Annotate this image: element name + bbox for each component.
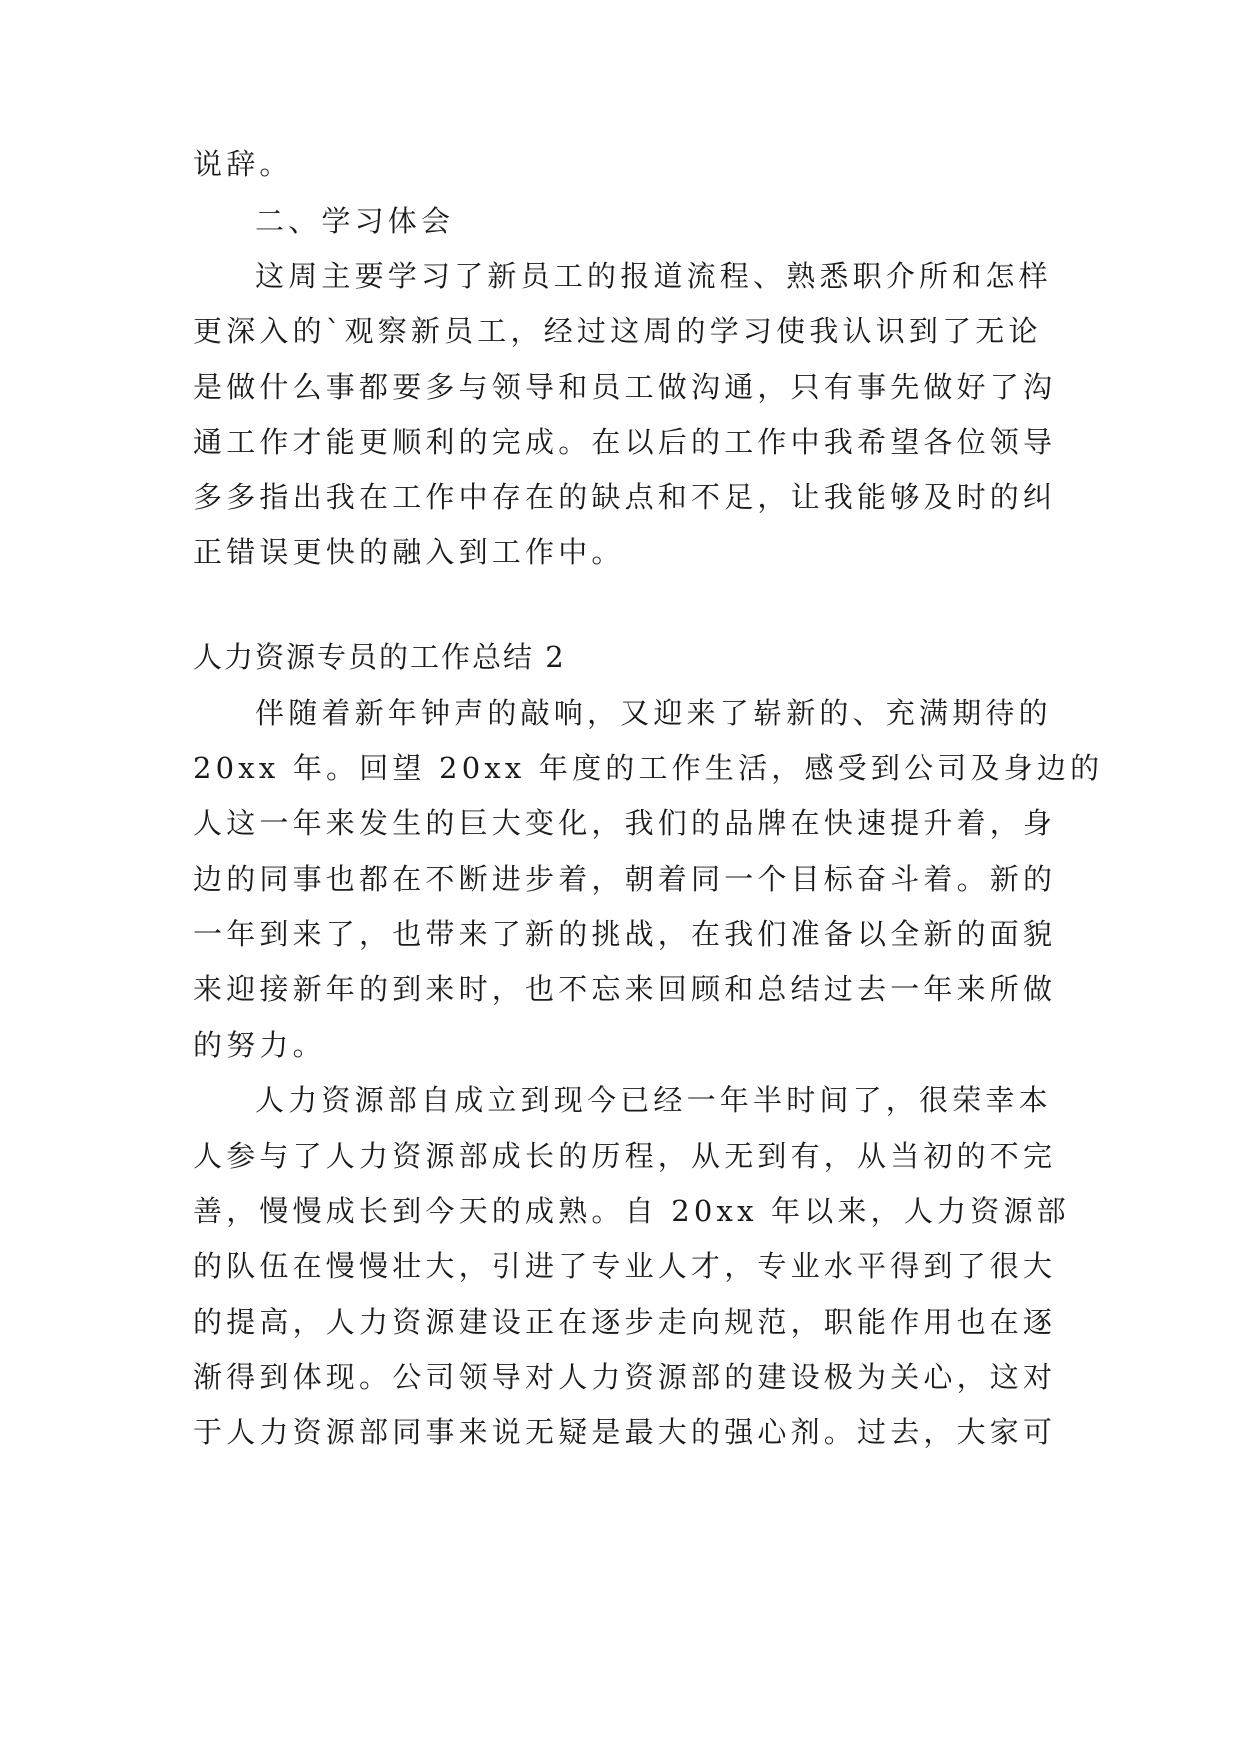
document-title: 人力资源专员的工作总结 2: [193, 640, 566, 674]
text-line: 人这一年来发生的巨大变化，我们的品牌在快速提升着，身: [193, 806, 1057, 840]
text-line: 是做什么事都要多与领导和员工做沟通，只有事先做好了沟: [193, 370, 1057, 404]
text-line: 渐得到体现。公司领导对人力资源部的建设极为关心，这对: [193, 1360, 1057, 1394]
text-line: 通工作才能更顺利的完成。在以后的工作中我希望各位领导: [193, 425, 1057, 459]
text-line: 人参与了人力资源部成长的历程，从无到有，从当初的不完: [193, 1139, 1057, 1173]
text-line: 的努力。: [193, 1028, 326, 1062]
text-line: 多多指出我在工作中存在的缺点和不足，让我能够及时的纠: [193, 480, 1057, 514]
text-line: 来迎接新年的到来时，也不忘来回顾和总结过去一年来所做: [193, 972, 1057, 1006]
section-heading: 二、学习体会: [255, 204, 455, 238]
text-line: 正错误更快的融入到工作中。: [193, 535, 625, 569]
text-line: 这周主要学习了新员工的报道流程、熟悉职介所和怎样: [255, 259, 1052, 293]
text-line: 伴随着新年钟声的敲响，又迎来了崭新的、充满期待的: [255, 696, 1052, 730]
text-line: 的提高，人力资源建设正在逐步走向规范，职能作用也在逐: [193, 1305, 1057, 1339]
text-line: 边的同事也都在不断进步着，朝着同一个目标奋斗着。新的: [193, 862, 1057, 896]
text-line: 于人力资源部同事来说无疑是最大的强心剂。过去，大家可: [193, 1415, 1057, 1449]
text-line: 一年到来了，也带来了新的挑战，在我们准备以全新的面貌: [193, 917, 1057, 951]
text-line: 善，慢慢成长到今天的成熟。自 20xx 年以来，人力资源部: [193, 1194, 1070, 1228]
text-line: 的队伍在慢慢壮大，引进了专业人才，专业水平得到了很大: [193, 1249, 1057, 1283]
text-line: 20xx 年。回望 20xx 年度的工作生活，感受到公司及身边的: [193, 751, 1104, 785]
text-line: 更深入的`观察新员工，经过这周的学习使我认识到了无论: [193, 314, 1042, 348]
text-line: 说辞。: [193, 147, 293, 181]
text-line: 人力资源部自成立到现今已经一年半时间了，很荣幸本: [255, 1083, 1052, 1117]
